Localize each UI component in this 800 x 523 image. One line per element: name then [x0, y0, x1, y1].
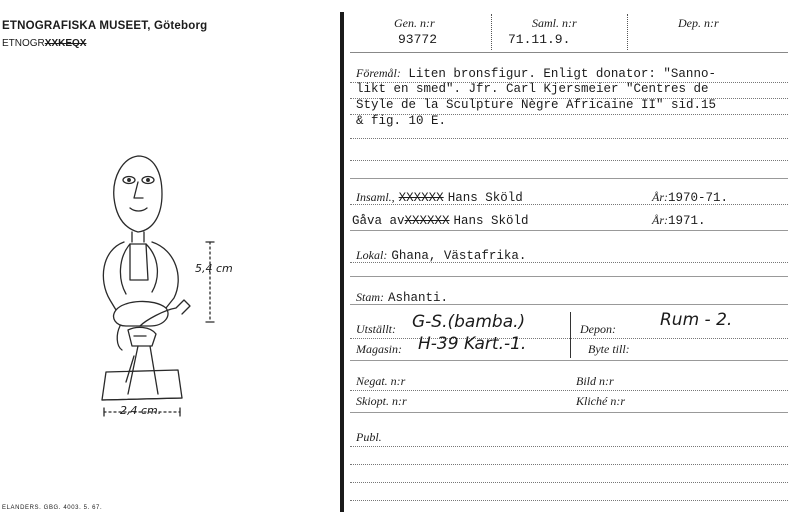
saml-label: Saml. n:r	[532, 16, 577, 30]
printer-note: ELANDERS. GBG. 4003. 5. 67.	[2, 505, 103, 511]
section-rule	[350, 412, 788, 413]
gava-struck: XXXXXX	[404, 214, 450, 228]
ar2-row	[652, 211, 706, 229]
gava-row	[352, 211, 529, 229]
magasin-value: H-39 Kart.-1.	[418, 334, 527, 354]
cliche-label: Kliché n:r	[576, 394, 625, 408]
stam-label: Stam:	[356, 290, 384, 304]
section-rule	[350, 230, 788, 231]
lokal-value: Ghana, Västafrika.	[391, 249, 527, 263]
foremal-line-4: & fig. 10 E.	[356, 114, 447, 128]
sketch-height-label: 5,4 cm	[195, 262, 233, 275]
foremal-line-2: likt en smed". Jfr. Carl Kjersmeier "Centres de	[356, 82, 709, 96]
dotted-line	[350, 390, 788, 391]
stam-value: Ashanti.	[388, 291, 449, 305]
gava-value: Hans Sköld	[453, 214, 529, 228]
figurine-sketch	[80, 150, 280, 435]
museum-name: ETNOGRAFISKA MUSEET, Göteborg	[2, 20, 208, 32]
foremal-label: Föremål:	[356, 66, 401, 80]
museum-subtitle-struck: XXKEQX	[44, 38, 87, 49]
negat-label: Negat. n:r	[356, 374, 406, 388]
section-rule	[350, 304, 788, 305]
header-separator-2	[627, 14, 628, 50]
section-rule	[350, 360, 788, 361]
gen-label: Gen. n:r	[394, 16, 435, 30]
publ-label: Publ.	[356, 430, 382, 444]
lokal-label: Lokal:	[356, 248, 388, 262]
ar1-value: 1970-71.	[668, 191, 729, 205]
foremal-text-1: Liten bronsfigur. Enligt donator: "Sanno-	[400, 67, 716, 81]
dotted-line	[350, 204, 788, 205]
foremal-line-3: Style de la Sculpture Nègre Africaine II" sid.15	[356, 98, 717, 112]
ar1-label: År:	[652, 190, 668, 204]
byte-label: Byte till:	[588, 342, 630, 356]
museum-subtitle	[2, 38, 86, 49]
saml-value: 71.11.9.	[508, 32, 571, 47]
sketch-width-label: 2,4 cm.	[120, 404, 162, 417]
gava-label: Gåva av	[352, 214, 405, 228]
section-rule	[350, 276, 788, 277]
insaml-struck: XXXXXX	[398, 191, 444, 205]
dotted-line	[350, 160, 788, 161]
dotted-line	[350, 464, 788, 465]
depon-value: Rum - 2.	[660, 310, 733, 330]
skiopt-label: Skiopt. n:r	[356, 394, 407, 408]
dotted-line	[350, 262, 788, 263]
magasin-label: Magasin:	[356, 342, 402, 356]
ar2-value: 1971.	[668, 214, 706, 228]
dotted-line	[350, 500, 788, 501]
foremal-line-1	[356, 66, 716, 81]
gen-value: 93772	[398, 32, 438, 47]
dep-label: Dep. n:r	[678, 16, 719, 30]
utstallt-label: Utställt:	[356, 322, 397, 336]
dotted-line	[350, 446, 788, 447]
dotted-line	[350, 482, 788, 483]
dotted-line	[350, 138, 788, 139]
storage-separator	[570, 312, 571, 358]
header-rule	[350, 52, 788, 53]
museum-subtitle-prefix: ETNOGR	[2, 38, 45, 49]
section-rule	[350, 178, 788, 179]
card-vertical-rule	[340, 12, 344, 512]
header-separator-1	[491, 14, 492, 50]
depon-label: Depon:	[580, 322, 616, 336]
ar2-label: År:	[652, 213, 668, 227]
insaml-label: Insaml.,	[356, 190, 395, 204]
bild-label: Bild n:r	[576, 374, 614, 388]
insaml-value: Hans Sköld	[447, 191, 523, 205]
dotted-line	[350, 338, 788, 339]
utstallt-value: G-S.(bamba.)	[412, 312, 526, 332]
